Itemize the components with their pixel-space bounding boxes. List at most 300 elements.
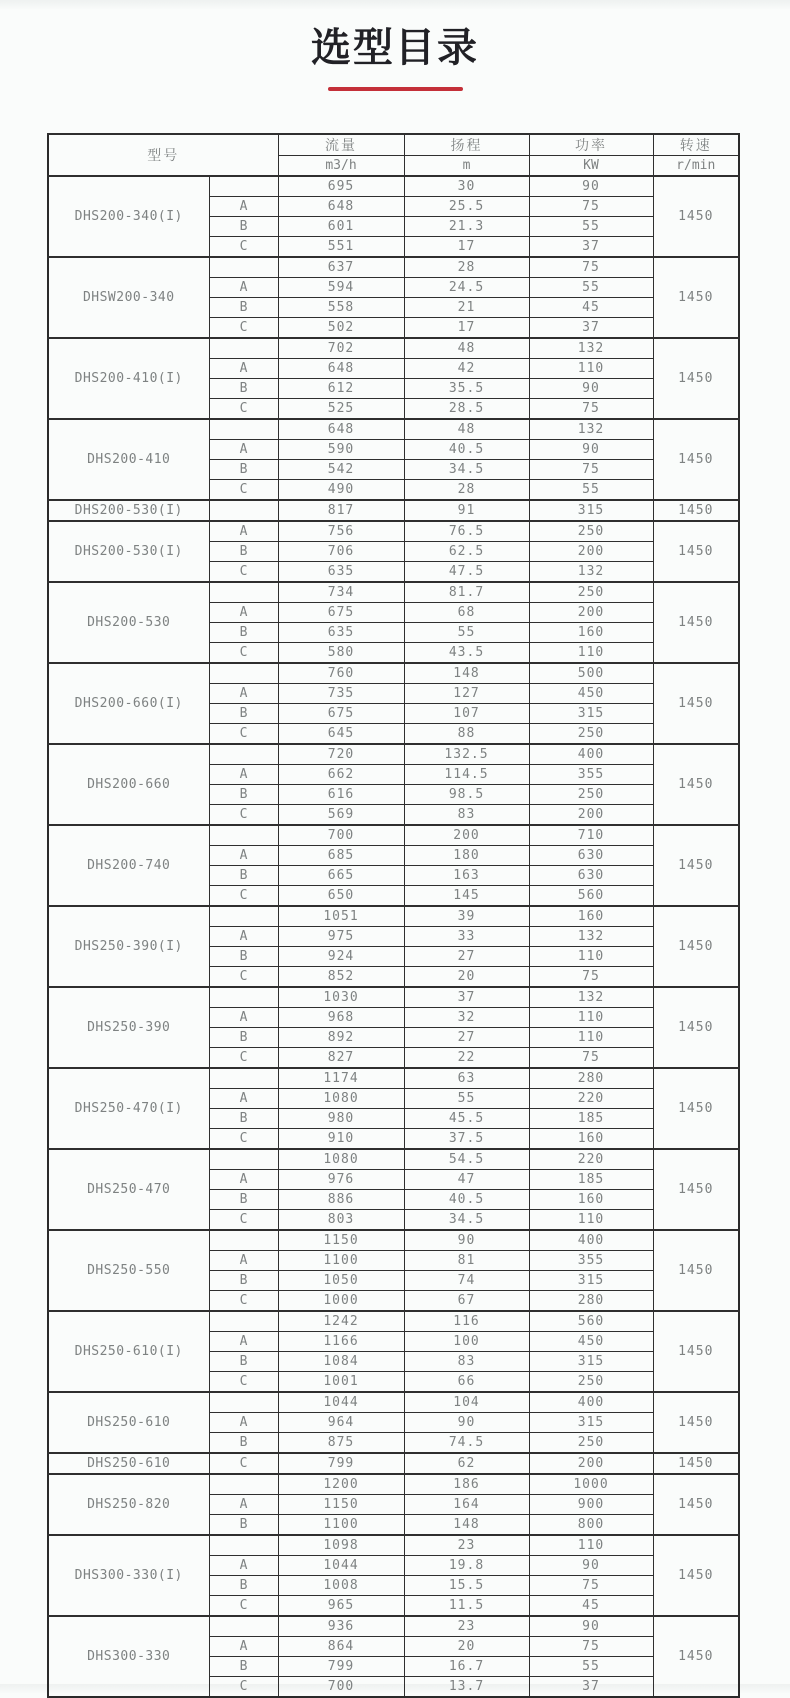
head-cell: 35.5: [404, 379, 529, 399]
head-cell: 17: [404, 237, 529, 258]
power-cell: 75: [529, 1048, 653, 1069]
head-cell: 30: [404, 176, 529, 197]
flow-cell: 675: [278, 704, 404, 724]
head-cell: 132.5: [404, 744, 529, 765]
head-cell: 100: [404, 1332, 529, 1352]
power-cell: 90: [529, 379, 653, 399]
model-cell: DHS250-820: [48, 1474, 209, 1535]
letter-cell: C: [209, 399, 278, 420]
power-cell: 132: [529, 927, 653, 947]
speed-cell: 1450: [653, 419, 739, 500]
head-cell: 163: [404, 866, 529, 886]
power-cell: 710: [529, 825, 653, 846]
power-cell: 400: [529, 1392, 653, 1413]
letter-cell: [209, 906, 278, 927]
flow-cell: 648: [278, 359, 404, 379]
power-cell: 200: [529, 542, 653, 562]
letter-cell: C: [209, 480, 278, 501]
head-cell: 91: [404, 500, 529, 521]
letter-cell: A: [209, 1251, 278, 1271]
head-cell: 43.5: [404, 643, 529, 664]
flow-cell: 650: [278, 886, 404, 907]
flow-cell: 1150: [278, 1230, 404, 1251]
letter-cell: A: [209, 927, 278, 947]
speed-cell: 1450: [653, 663, 739, 744]
head-cell: 104: [404, 1392, 529, 1413]
speed-cell: 1450: [653, 500, 739, 521]
flow-cell: 968: [278, 1008, 404, 1028]
power-cell: 1000: [529, 1474, 653, 1495]
head-cell: 40.5: [404, 440, 529, 460]
flow-cell: 706: [278, 542, 404, 562]
flow-cell: 924: [278, 947, 404, 967]
flow-cell: 590: [278, 440, 404, 460]
flow-cell: 1001: [278, 1372, 404, 1393]
model-cell: DHS250-470(I): [48, 1068, 209, 1149]
head-cell: 148: [404, 1515, 529, 1536]
col-header-flow: 流量: [278, 134, 404, 156]
head-cell: 42: [404, 359, 529, 379]
head-cell: 40.5: [404, 1190, 529, 1210]
letter-cell: A: [209, 1008, 278, 1028]
power-cell: 315: [529, 1413, 653, 1433]
head-cell: 114.5: [404, 765, 529, 785]
head-cell: 23: [404, 1535, 529, 1556]
power-cell: 355: [529, 1251, 653, 1271]
letter-cell: C: [209, 1291, 278, 1312]
power-cell: 110: [529, 1210, 653, 1231]
letter-cell: A: [209, 440, 278, 460]
flow-cell: 645: [278, 724, 404, 745]
table-row: [48, 1149, 739, 1170]
table-row: [48, 500, 739, 521]
power-cell: 185: [529, 1109, 653, 1129]
model-cell: DHS250-610: [48, 1453, 209, 1474]
power-cell: 55: [529, 217, 653, 237]
head-cell: 28: [404, 257, 529, 278]
head-cell: 45.5: [404, 1109, 529, 1129]
speed-cell: 1450: [653, 1392, 739, 1453]
letter-cell: C: [209, 1210, 278, 1231]
flow-cell: 700: [278, 825, 404, 846]
power-cell: 90: [529, 1556, 653, 1576]
power-cell: 75: [529, 399, 653, 420]
speed-cell: 1450: [653, 1616, 739, 1697]
flow-cell: 1242: [278, 1311, 404, 1332]
power-cell: 75: [529, 967, 653, 988]
letter-cell: C: [209, 562, 278, 583]
power-cell: 160: [529, 1129, 653, 1150]
speed-cell: 1450: [653, 176, 739, 257]
letter-cell: C: [209, 1453, 278, 1474]
power-cell: 200: [529, 603, 653, 623]
power-cell: 55: [529, 480, 653, 501]
head-cell: 186: [404, 1474, 529, 1495]
letter-cell: A: [209, 1556, 278, 1576]
head-cell: 54.5: [404, 1149, 529, 1170]
table-row: [48, 338, 739, 359]
flow-cell: 1166: [278, 1332, 404, 1352]
power-cell: 37: [529, 1677, 653, 1698]
model-cell: DHS200-340(I): [48, 176, 209, 257]
head-cell: 47: [404, 1170, 529, 1190]
table-row: [48, 744, 739, 765]
power-cell: 800: [529, 1515, 653, 1536]
speed-cell: 1450: [653, 987, 739, 1068]
power-cell: 280: [529, 1068, 653, 1089]
letter-cell: C: [209, 318, 278, 339]
table-row: [48, 1392, 739, 1413]
letter-cell: [209, 582, 278, 603]
flow-cell: 910: [278, 1129, 404, 1150]
letter-cell: B: [209, 379, 278, 399]
flow-cell: 637: [278, 257, 404, 278]
table-row: [48, 419, 739, 440]
head-cell: 28: [404, 480, 529, 501]
speed-cell: 1450: [653, 1230, 739, 1311]
model-cell: DHS250-470: [48, 1149, 209, 1230]
table-row: [48, 1311, 739, 1332]
head-cell: 200: [404, 825, 529, 846]
flow-cell: 976: [278, 1170, 404, 1190]
speed-cell: 1450: [653, 521, 739, 582]
power-cell: 630: [529, 866, 653, 886]
head-cell: 17: [404, 318, 529, 339]
head-cell: 28.5: [404, 399, 529, 420]
letter-cell: B: [209, 1190, 278, 1210]
head-cell: 21.3: [404, 217, 529, 237]
power-cell: 250: [529, 724, 653, 745]
letter-cell: C: [209, 1129, 278, 1150]
head-cell: 48: [404, 338, 529, 359]
flow-cell: 648: [278, 419, 404, 440]
flow-cell: 702: [278, 338, 404, 359]
letter-cell: C: [209, 237, 278, 258]
power-cell: 450: [529, 1332, 653, 1352]
flow-cell: 965: [278, 1596, 404, 1617]
flow-cell: 1084: [278, 1352, 404, 1372]
flow-cell: 1200: [278, 1474, 404, 1495]
power-cell: 315: [529, 1352, 653, 1372]
flow-cell: 852: [278, 967, 404, 988]
speed-cell: 1450: [653, 1068, 739, 1149]
model-cell: DHS200-660(I): [48, 663, 209, 744]
model-cell: DHS250-610(I): [48, 1311, 209, 1392]
letter-cell: A: [209, 1170, 278, 1190]
flow-cell: 1030: [278, 987, 404, 1008]
letter-cell: [209, 338, 278, 359]
head-cell: 66: [404, 1372, 529, 1393]
flow-cell: 1174: [278, 1068, 404, 1089]
flow-cell: 975: [278, 927, 404, 947]
letter-cell: B: [209, 1109, 278, 1129]
power-cell: 90: [529, 1616, 653, 1637]
head-cell: 81: [404, 1251, 529, 1271]
power-cell: 400: [529, 1230, 653, 1251]
flow-cell: 601: [278, 217, 404, 237]
flow-cell: 735: [278, 684, 404, 704]
power-cell: 45: [529, 298, 653, 318]
head-cell: 55: [404, 1089, 529, 1109]
letter-cell: B: [209, 217, 278, 237]
flow-cell: 490: [278, 480, 404, 501]
head-cell: 32: [404, 1008, 529, 1028]
letter-cell: C: [209, 1677, 278, 1698]
head-cell: 88: [404, 724, 529, 745]
speed-cell: 1450: [653, 1453, 739, 1474]
table-row: [48, 582, 739, 603]
flow-cell: 980: [278, 1109, 404, 1129]
table-row: [48, 1453, 739, 1474]
head-cell: 47.5: [404, 562, 529, 583]
power-cell: 110: [529, 1535, 653, 1556]
model-cell: DHS300-330: [48, 1616, 209, 1697]
speed-cell: 1450: [653, 744, 739, 825]
flow-cell: 580: [278, 643, 404, 664]
letter-cell: [209, 825, 278, 846]
letter-cell: [209, 663, 278, 684]
flow-cell: 1051: [278, 906, 404, 927]
letter-cell: [209, 987, 278, 1008]
head-cell: 19.8: [404, 1556, 529, 1576]
flow-cell: 1008: [278, 1576, 404, 1596]
flow-cell: 1050: [278, 1271, 404, 1291]
head-cell: 98.5: [404, 785, 529, 805]
speed-cell: 1450: [653, 582, 739, 663]
power-cell: 200: [529, 805, 653, 826]
letter-cell: [209, 257, 278, 278]
speed-cell: 1450: [653, 906, 739, 987]
table-row: [48, 1230, 739, 1251]
model-cell: DHS200-660: [48, 744, 209, 825]
flow-cell: 936: [278, 1616, 404, 1637]
letter-cell: C: [209, 643, 278, 664]
letter-cell: B: [209, 947, 278, 967]
flow-cell: 875: [278, 1433, 404, 1454]
power-cell: 110: [529, 1008, 653, 1028]
head-cell: 16.7: [404, 1657, 529, 1677]
speed-cell: 1450: [653, 1149, 739, 1230]
flow-cell: 695: [278, 176, 404, 197]
flow-cell: 1080: [278, 1149, 404, 1170]
letter-cell: B: [209, 704, 278, 724]
flow-cell: 964: [278, 1413, 404, 1433]
speed-cell: 1450: [653, 338, 739, 419]
power-cell: 37: [529, 237, 653, 258]
flow-cell: 827: [278, 1048, 404, 1069]
power-cell: 160: [529, 1190, 653, 1210]
letter-cell: B: [209, 1271, 278, 1291]
table-body: [48, 176, 739, 1697]
power-cell: 220: [529, 1089, 653, 1109]
model-cell: DHS250-390(I): [48, 906, 209, 987]
power-cell: 110: [529, 359, 653, 379]
letter-cell: A: [209, 1413, 278, 1433]
flow-cell: 665: [278, 866, 404, 886]
model-cell: DHS200-530: [48, 582, 209, 663]
head-cell: 62: [404, 1453, 529, 1474]
letter-cell: B: [209, 866, 278, 886]
model-cell: DHS200-410: [48, 419, 209, 500]
power-cell: 75: [529, 257, 653, 278]
letter-cell: A: [209, 684, 278, 704]
table-row: [48, 987, 739, 1008]
letter-cell: A: [209, 278, 278, 298]
model-cell: DHS250-610: [48, 1392, 209, 1453]
head-cell: 107: [404, 704, 529, 724]
head-cell: 83: [404, 805, 529, 826]
title-underline: [328, 87, 463, 91]
flow-cell: 1080: [278, 1089, 404, 1109]
col-header-model: 型号: [48, 134, 278, 176]
flow-cell: 1100: [278, 1251, 404, 1271]
head-cell: 90: [404, 1230, 529, 1251]
header-row-names: [48, 134, 739, 156]
head-cell: 15.5: [404, 1576, 529, 1596]
power-cell: 250: [529, 521, 653, 542]
speed-cell: 1450: [653, 1474, 739, 1535]
power-cell: 75: [529, 1576, 653, 1596]
letter-cell: C: [209, 1372, 278, 1393]
letter-cell: [209, 1392, 278, 1413]
head-cell: 74: [404, 1271, 529, 1291]
unit-speed: r/min: [653, 156, 739, 177]
head-cell: 39: [404, 906, 529, 927]
col-header-head: 扬程: [404, 134, 529, 156]
letter-cell: A: [209, 1495, 278, 1515]
letter-cell: C: [209, 1048, 278, 1069]
table-row: [48, 1535, 739, 1556]
table-row: [48, 257, 739, 278]
flow-cell: 635: [278, 562, 404, 583]
flow-cell: 569: [278, 805, 404, 826]
power-cell: 315: [529, 500, 653, 521]
power-cell: 250: [529, 1372, 653, 1393]
letter-cell: A: [209, 603, 278, 623]
head-cell: 55: [404, 623, 529, 643]
letter-cell: B: [209, 623, 278, 643]
head-cell: 148: [404, 663, 529, 684]
head-cell: 116: [404, 1311, 529, 1332]
power-cell: 90: [529, 176, 653, 197]
letter-cell: A: [209, 765, 278, 785]
power-cell: 55: [529, 278, 653, 298]
head-cell: 68: [404, 603, 529, 623]
unit-power: KW: [529, 156, 653, 177]
flow-cell: 502: [278, 318, 404, 339]
power-cell: 160: [529, 623, 653, 643]
letter-cell: C: [209, 805, 278, 826]
speed-cell: 1450: [653, 257, 739, 338]
letter-cell: B: [209, 1657, 278, 1677]
letter-cell: [209, 176, 278, 197]
model-cell: DHS250-390: [48, 987, 209, 1068]
power-cell: 37: [529, 318, 653, 339]
power-cell: 450: [529, 684, 653, 704]
flow-cell: 525: [278, 399, 404, 420]
flow-cell: 892: [278, 1028, 404, 1048]
flow-cell: 1044: [278, 1392, 404, 1413]
power-cell: 250: [529, 785, 653, 805]
letter-cell: B: [209, 1352, 278, 1372]
table-row: [48, 663, 739, 684]
letter-cell: [209, 1311, 278, 1332]
letter-cell: A: [209, 359, 278, 379]
head-cell: 33: [404, 927, 529, 947]
model-cell: DHS250-550: [48, 1230, 209, 1311]
letter-cell: C: [209, 886, 278, 907]
unit-flow: m3/h: [278, 156, 404, 177]
letter-cell: B: [209, 1515, 278, 1536]
letter-cell: B: [209, 1433, 278, 1454]
flow-cell: 760: [278, 663, 404, 684]
selection-table: [47, 133, 740, 1698]
model-cell: DHSW200-340: [48, 257, 209, 338]
power-cell: 55: [529, 1657, 653, 1677]
power-cell: 900: [529, 1495, 653, 1515]
power-cell: 132: [529, 419, 653, 440]
flow-cell: 551: [278, 237, 404, 258]
speed-cell: 1450: [653, 1535, 739, 1616]
speed-cell: 1450: [653, 825, 739, 906]
flow-cell: 662: [278, 765, 404, 785]
letter-cell: [209, 500, 278, 521]
letter-cell: A: [209, 1332, 278, 1352]
head-cell: 81.7: [404, 582, 529, 603]
table-row: [48, 906, 739, 927]
head-cell: 11.5: [404, 1596, 529, 1617]
head-cell: 34.5: [404, 1210, 529, 1231]
power-cell: 250: [529, 1433, 653, 1454]
table-row: [48, 825, 739, 846]
head-cell: 20: [404, 1637, 529, 1657]
letter-cell: [209, 1149, 278, 1170]
page-title: 选型目录: [311, 25, 479, 71]
letter-cell: A: [209, 521, 278, 542]
letter-cell: A: [209, 197, 278, 217]
flow-cell: 1000: [278, 1291, 404, 1312]
head-cell: 25.5: [404, 197, 529, 217]
power-cell: 315: [529, 1271, 653, 1291]
power-cell: 630: [529, 846, 653, 866]
head-cell: 164: [404, 1495, 529, 1515]
unit-head: m: [404, 156, 529, 177]
table-header: [48, 134, 739, 176]
model-cell: DHS200-410(I): [48, 338, 209, 419]
power-cell: 560: [529, 1311, 653, 1332]
power-cell: 132: [529, 987, 653, 1008]
model-cell: DHS200-530(I): [48, 500, 209, 521]
flow-cell: 685: [278, 846, 404, 866]
head-cell: 34.5: [404, 460, 529, 480]
flow-cell: 1098: [278, 1535, 404, 1556]
power-cell: 110: [529, 643, 653, 664]
flow-cell: 648: [278, 197, 404, 217]
power-cell: 110: [529, 1028, 653, 1048]
flow-cell: 817: [278, 500, 404, 521]
head-cell: 127: [404, 684, 529, 704]
letter-cell: [209, 1230, 278, 1251]
flow-cell: 864: [278, 1637, 404, 1657]
flow-cell: 1044: [278, 1556, 404, 1576]
flow-cell: 635: [278, 623, 404, 643]
table-row: [48, 176, 739, 197]
power-cell: 355: [529, 765, 653, 785]
flow-cell: 594: [278, 278, 404, 298]
head-cell: 83: [404, 1352, 529, 1372]
head-cell: 20: [404, 967, 529, 988]
flow-cell: 799: [278, 1453, 404, 1474]
